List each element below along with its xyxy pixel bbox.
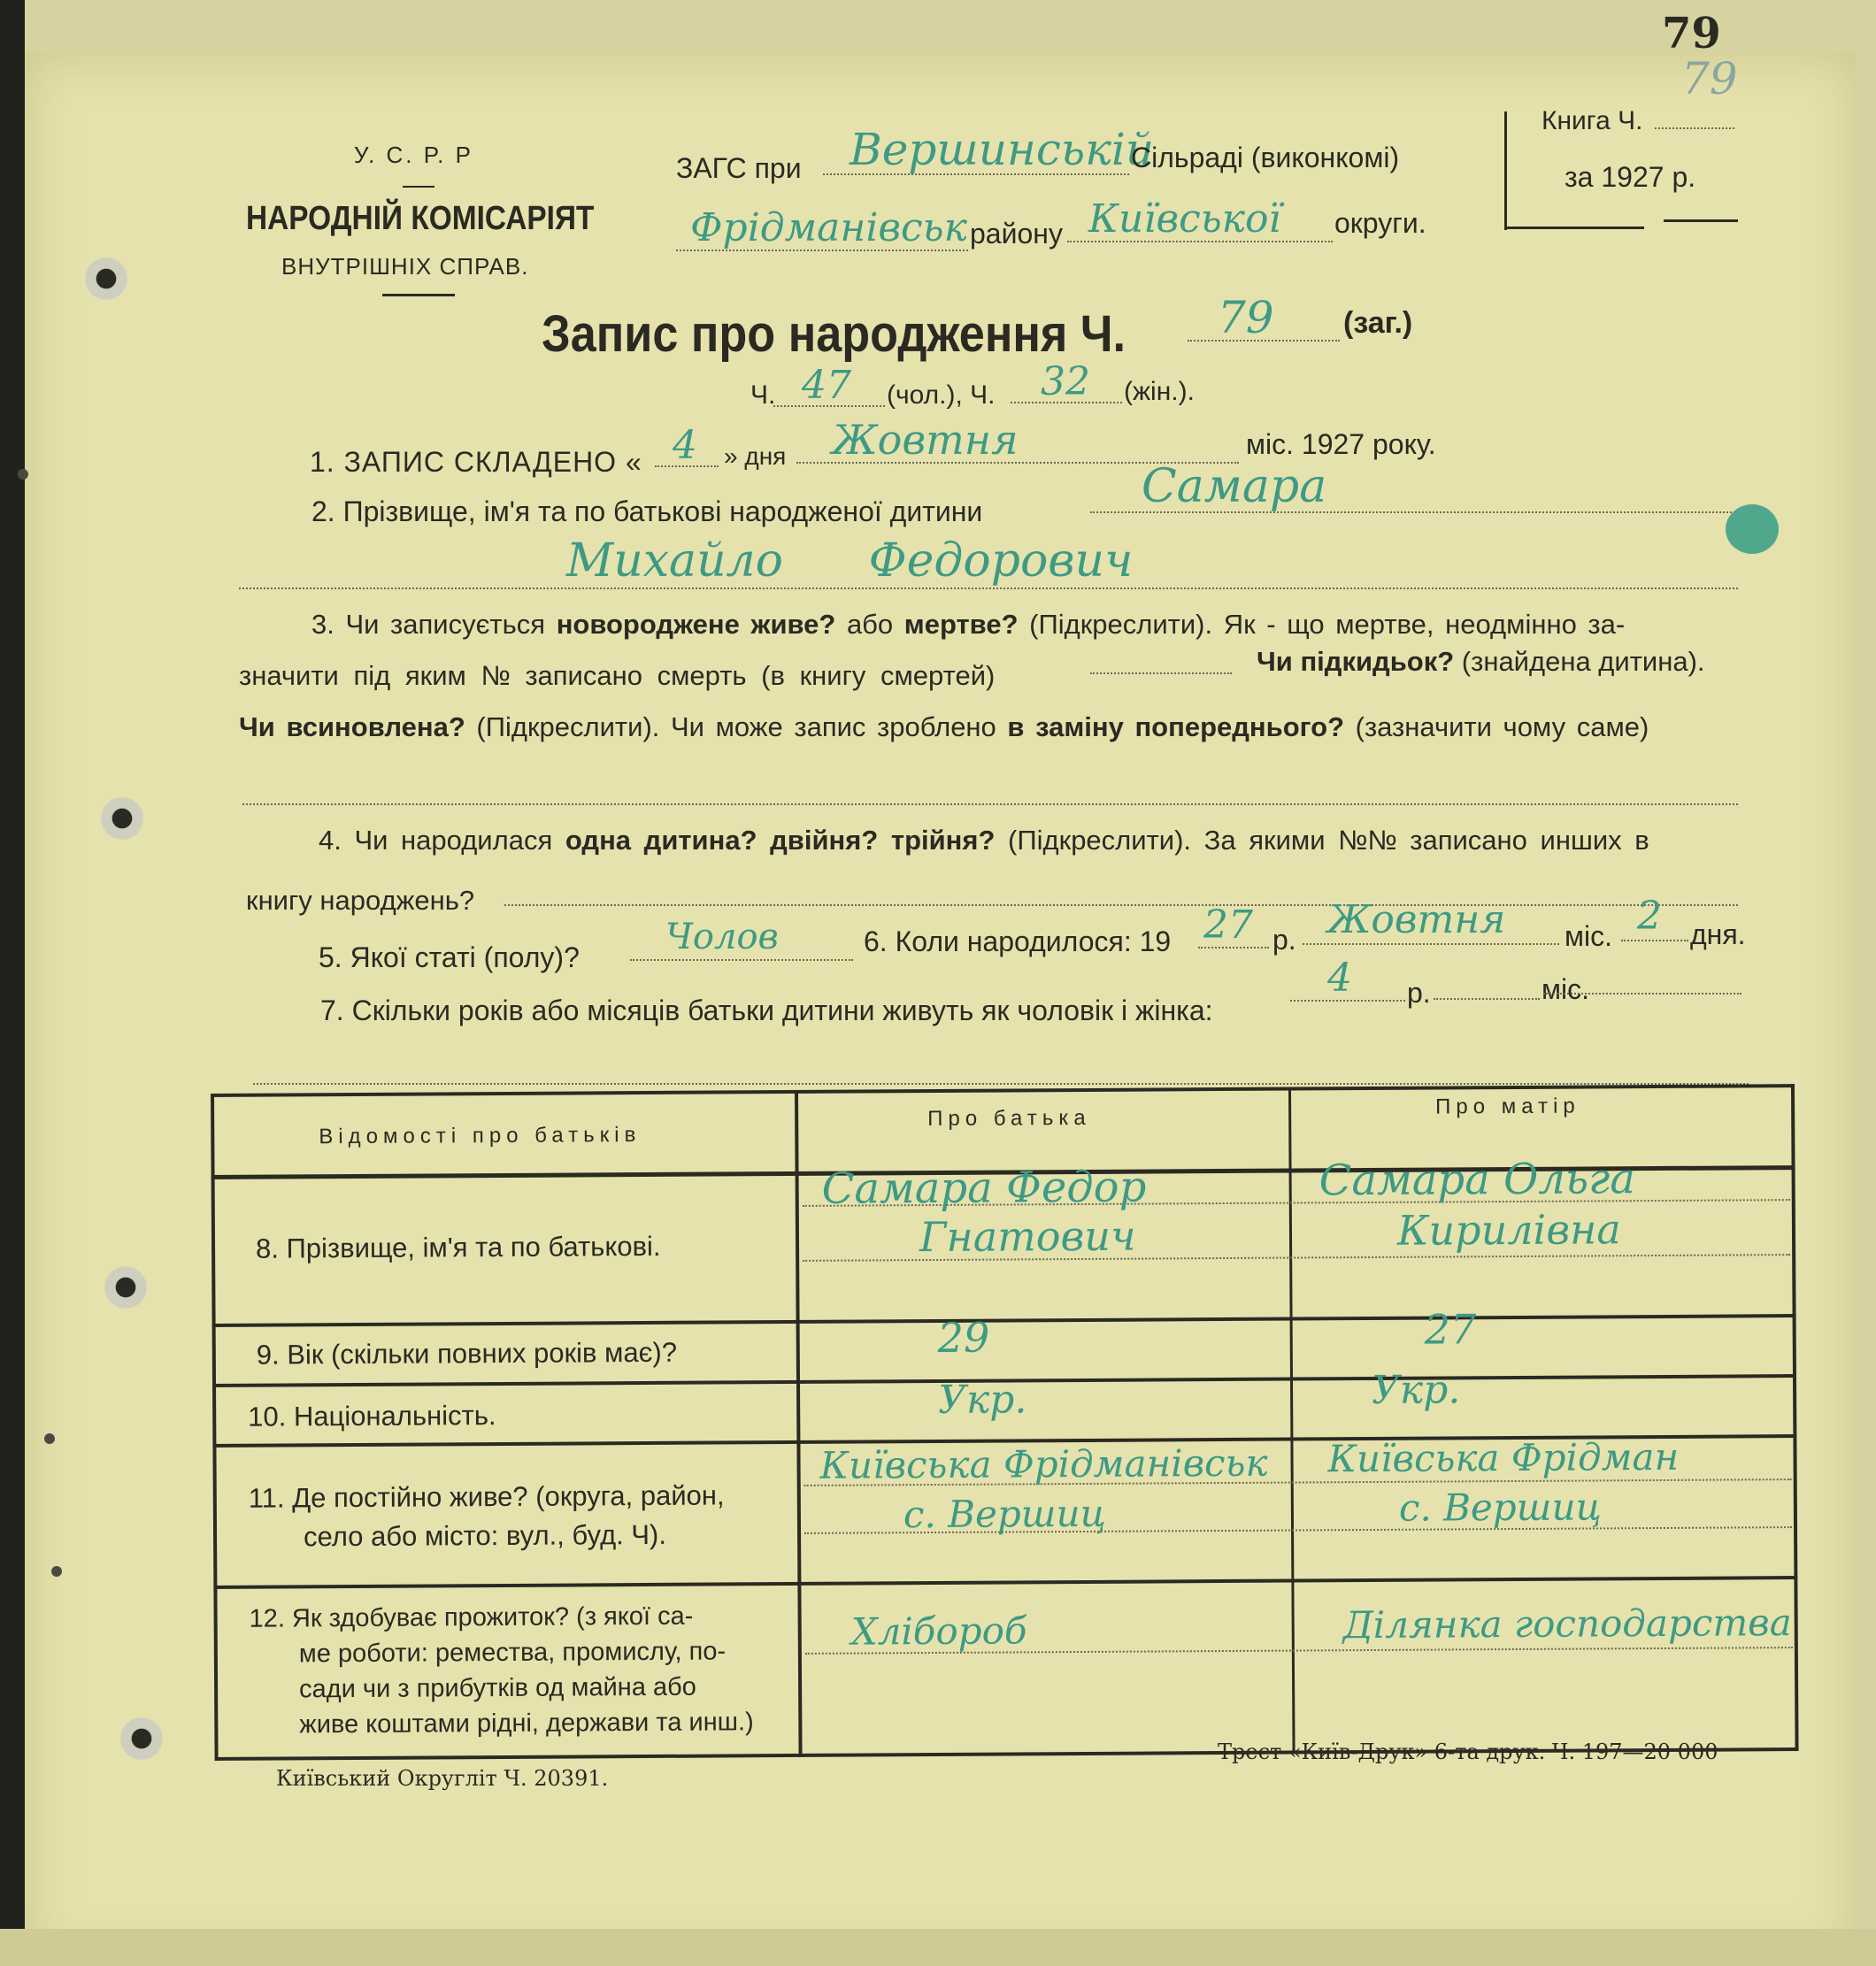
row-12-label-line-1: 12. Як здобуває прожиток? (з якої са- [249, 1601, 694, 1633]
q3-death-number-line [1090, 672, 1232, 674]
book-label: Книга Ч. [1542, 106, 1643, 135]
parents-table [211, 1084, 1799, 1761]
q2-surname-value: Самара [1142, 460, 1327, 513]
page-number-handwritten: 79 [1681, 53, 1738, 104]
page-number: 79 [1662, 9, 1721, 58]
header-mother: Про матір [1435, 1094, 1580, 1119]
q2-names-line [239, 587, 1738, 589]
row-9-mother: 27 [1424, 1305, 1477, 1354]
q6-month-line [1303, 943, 1559, 945]
row-11-label-line-1: 11. Де постійно живе? (округа, район, [248, 1479, 725, 1514]
republic-label: У. С. Р. Р [354, 142, 473, 168]
q3-dead-option: мертве? [903, 609, 1019, 640]
row-9-label: 9. Вік (скільки повних років має)? [256, 1336, 678, 1371]
book-line [1655, 127, 1734, 129]
female-count-label: (жін.). [1124, 377, 1195, 406]
row-11-father-line-1: Київська Фрідманівськ [819, 1440, 1268, 1487]
council-label: Сільраді (виконкомі) [1131, 142, 1400, 173]
q6-day-value: 2 [1637, 894, 1662, 939]
form-title: Запис про народження Ч. [542, 305, 1126, 363]
header-father: Про батька [927, 1105, 1091, 1132]
punch-hole [115, 1716, 168, 1761]
q7-years-value: 4 [1327, 956, 1352, 1001]
row-divider [213, 1576, 1797, 1589]
district-value: Фрідманівськ [690, 205, 967, 250]
q1-suffix: міс. 1927 року. [1246, 428, 1436, 460]
q6-year-value: 27 [1203, 902, 1253, 948]
row-11-mother-line-1: Київська Фрідман [1327, 1434, 1680, 1481]
q2-names-value: Михайло Федорович [566, 534, 1134, 587]
zags-value: Вершинській [850, 124, 1155, 175]
male-count-value: 47 [802, 363, 851, 408]
column-divider [795, 1090, 803, 1757]
q3-line-1 [311, 609, 1625, 641]
q6-month-suffix: міс. [1565, 920, 1612, 952]
q1-day-value: 4 [673, 423, 697, 468]
row-10-mother: Укр. [1371, 1367, 1461, 1413]
q5-label: 5. Якої статі (полу)? [319, 941, 580, 973]
divider [382, 294, 455, 296]
okrug-value: Київської [1088, 196, 1281, 242]
q3-line-3 [239, 711, 1649, 743]
q3-text: (Підкреслити). Як - що мертве, неодмінно за- [1018, 609, 1626, 640]
q3-line-2b [1257, 646, 1705, 678]
q2-label: 2. Прізвище, ім'я та по батькові народженої дитини [311, 495, 983, 527]
q7-answer-line [1543, 993, 1741, 995]
page-edge [0, 0, 25, 1966]
paper-spot [44, 1433, 55, 1444]
q4-text: (Підкреслити). За якими №№ записано инших в [995, 825, 1649, 856]
district-label: району [970, 218, 1063, 250]
row-8-father-line-1: Самара Федор [821, 1162, 1147, 1214]
row-10-label: 10. Національність. [248, 1400, 496, 1432]
title-sub-prefix: Ч. [750, 380, 776, 410]
column-divider [1288, 1087, 1296, 1755]
row-12-label-line-4: живе коштами рідні, держави та инш.) [299, 1708, 754, 1739]
q5-answer-line [630, 959, 853, 961]
row-9-father: 29 [937, 1313, 990, 1362]
zags-prefix: ЗАГС при [676, 152, 802, 184]
row-10-father: Укр. [937, 1377, 1027, 1423]
q7-months-suffix: міс. [1542, 973, 1589, 1005]
punch-hole [96, 796, 149, 841]
footer-left: Київський Округліт Ч. 20391. [276, 1766, 609, 1791]
q1-month-value: Жовтня [832, 416, 1019, 464]
row-12-label-line-2: ме роботи: ремества, промислу, по- [298, 1637, 727, 1669]
title-suffix: (заг.) [1343, 306, 1413, 340]
q6-year-suffix: р. [1272, 924, 1296, 956]
q3-text: (зазначити чому саме) [1344, 711, 1649, 742]
punch-hole [99, 1265, 152, 1309]
book-box-bottom-border [1664, 219, 1738, 222]
q6-day-suffix: дня. [1690, 918, 1746, 950]
department-label: ВНУТРІШНІХ СПРАВ. [281, 253, 529, 280]
q4-options: одна дитина? двійня? трійня? [565, 825, 996, 856]
divider [403, 186, 434, 188]
q1-day-label: » дня [724, 442, 787, 470]
q4-text: 4. Чи народилася [319, 825, 565, 856]
q7-label: 7. Скільки років або місяців батьки дитини живуть як чоловік і жінка: [320, 995, 1213, 1026]
book-year-label: за 1927 р. [1565, 161, 1696, 193]
paper-spot [51, 1566, 62, 1577]
q3-line-2 [239, 660, 995, 692]
row-12-label-line-3: сади чи з прибутків од майна або [299, 1672, 696, 1704]
q4-line-1 [319, 825, 1649, 856]
q1-label: 1. ЗАПИС СКЛАДЕНО « [310, 446, 642, 478]
q3-answer-line [242, 803, 1738, 805]
book-box-bottom-border [1504, 227, 1644, 229]
row-8-father-line-2: Гнатович [919, 1211, 1136, 1262]
row-11-mother-line-2: с. Вершиц [1398, 1485, 1603, 1530]
q4-line-2: книгу народжень? [246, 885, 475, 916]
punch-hole [80, 257, 133, 301]
header-parents-info: Відомості про батьків [319, 1123, 642, 1149]
row-11-father-line-2: с. Вершиц [903, 1491, 1107, 1537]
q6-day-line [1621, 940, 1688, 941]
row-8-mother-line-2: Кирилівна [1396, 1205, 1621, 1255]
q3-text: значити під яким № записано смерть (в книгу смертей) [239, 660, 996, 691]
q7-extra-line [253, 1083, 1749, 1085]
row-divider [212, 1314, 1796, 1327]
q5-value: Чолов [665, 917, 779, 957]
row-8-mother-line-1: Самара Ольга [1319, 1154, 1636, 1206]
book-box-left-border [1504, 111, 1507, 230]
q3-adopted-option: Чи всиновлена? [239, 711, 465, 742]
q3-foundling-option: Чи підкидьок? [1257, 646, 1455, 677]
male-count-label: (чол.), Ч. [887, 380, 996, 410]
page-bottom-edge [0, 1929, 1876, 1966]
row-12-mother: Ділянка господарства [1342, 1601, 1792, 1647]
q3-text: 3. Чи записується [311, 609, 557, 640]
paper-spot [18, 469, 28, 480]
row-8-label: 8. Прізвище, ім'я та по батькові. [255, 1230, 661, 1264]
q3-text: (знайдена дитина). [1454, 646, 1705, 677]
footer-right: Трест «Київ-Друк» 6-та друк. Ч. 197—20 000 [1218, 1739, 1718, 1764]
q7-years-suffix: р. [1407, 977, 1431, 1009]
title-number-value: 79 [1218, 292, 1274, 343]
q4-answer-line [504, 904, 1738, 906]
q3-text: (Підкреслити). Чи може запис зроблено [465, 711, 1008, 742]
row-12-father: Хлібороб [850, 1609, 1027, 1654]
ink-blot [1726, 504, 1779, 554]
q6-label: 6. Коли народилося: 19 [864, 925, 1172, 957]
q3-replacement-option: в заміну попереднього? [1007, 711, 1345, 742]
q7-months-line [1434, 998, 1540, 1000]
q6-month-value: Жовтня [1327, 897, 1506, 942]
okrug-label: округи. [1334, 207, 1426, 239]
q3-live-option: новороджене живе? [556, 609, 836, 640]
q3-text: або [835, 609, 904, 640]
row-11-label-line-2: село або місто: вул., буд. Ч). [303, 1518, 667, 1553]
female-count-value: 32 [1041, 359, 1090, 404]
commissariat-label: НАРОДНІЙ КОМІСАРІЯТ [246, 200, 595, 237]
